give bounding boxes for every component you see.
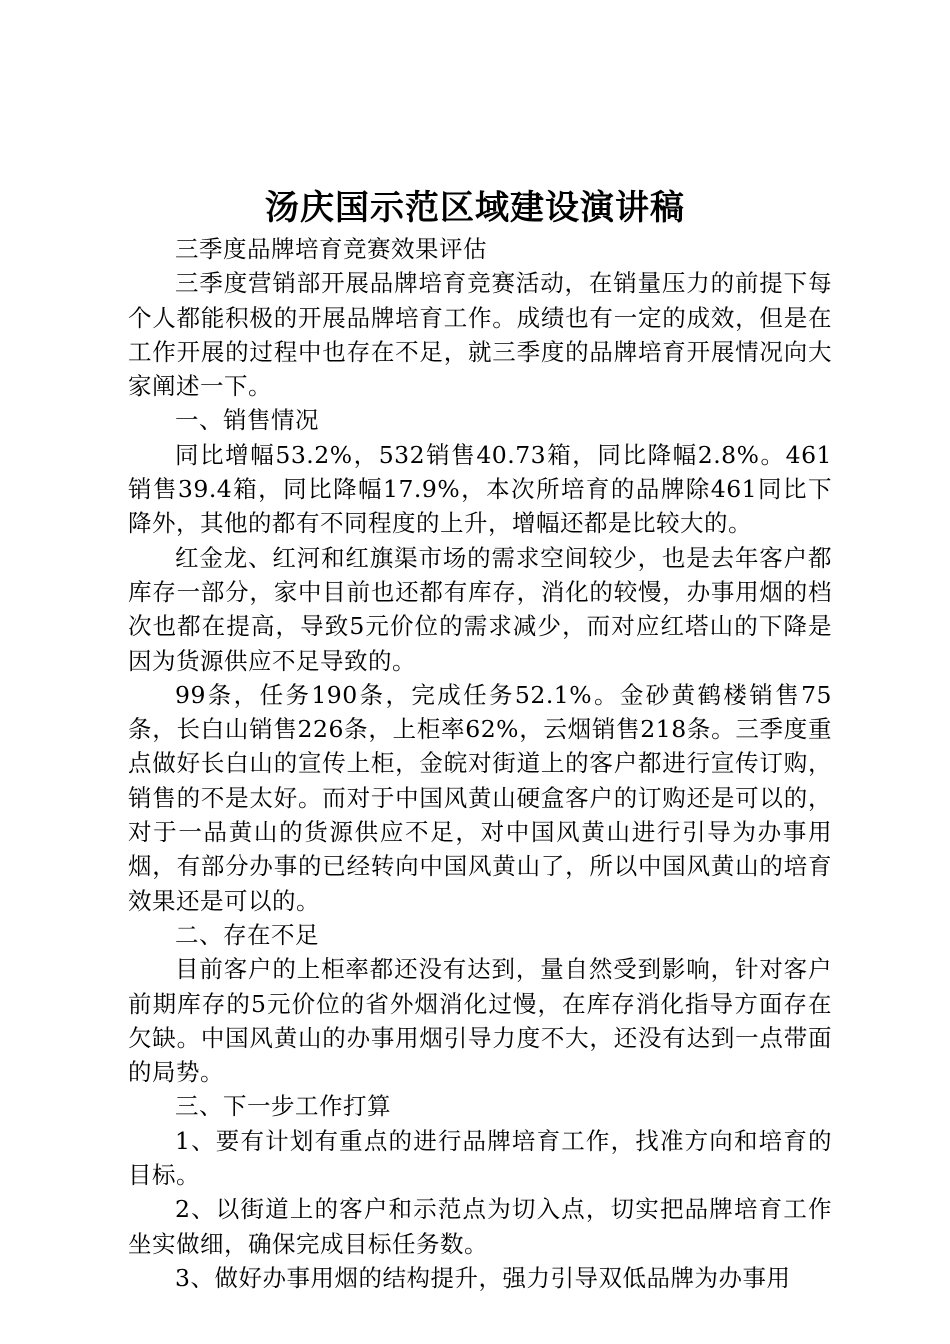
document-body — [128, 232, 832, 1295]
list-item-plan-1: 1、要有计划有重点的进行品牌培育工作，找准方向和培育的目标。 — [128, 1126, 832, 1190]
section-heading-next-steps: 三、下一步工作打算 — [175, 1092, 391, 1121]
paragraph-intro: 三季度营销部开展品牌培育竞赛活动，在销量压力的前提下每个人都能积极的开展品牌培育工作。成绩也有一定的成效，但是在工作开展的过程中也存在不足，就三季度的品牌培育开展情况向大家阐述一下。 — [128, 269, 832, 401]
list-item-plan-2: 2、以街道上的客户和示范点为切入点，切实把品牌培育工作坐实做细，确保完成目标任务数。 — [128, 1195, 832, 1258]
paragraph-shortcomings: 目前客户的上柜率都还没有达到，量自然受到影响，针对客户前期库存的5元价位的省外烟消化过慢，在库存消化指导方面存在欠缺。中国风黄山的办事用烟引导力度不大，还没有达到一点带面的局势。 — [128, 955, 832, 1087]
paragraph-sales-growth: 同比增幅53.2%，532销售40.73箱，同比降幅2.8%。461销售39.4箱，同比降幅17.9%，本次所培育的品牌除461同比下降外，其他的都有不同程度的上升，增幅还都是比较大的。 — [128, 440, 832, 538]
section-heading-shortcomings: 二、存在不足 — [175, 920, 319, 949]
paragraph-subtitle: 三季度品牌培育竞赛效果评估 — [175, 235, 487, 263]
paragraph-market-demand: 红金龙、红河和红旗渠市场的需求空间较少，也是去年客户都库存一部分，家中目前也还都有库存，消化的较慢，办事用烟的档次也都在提高，导致5元价位的需求减少，而对应红塔山的下降是因为货源供应不足导致的。 — [128, 543, 832, 675]
paragraph-task-completion: 99条，任务190条，完成任务52.1%。金砂黄鹤楼销售75条，长白山销售226条，上柜率62%，云烟销售218条。三季度重点做好长白山的宣传上柜，金皖对街道上的客户都进行宣传订购，销售的不是太好。而对于中国风黄山硬盒客户的订购还是可以的，对于一品黄山的货源供应不足，对中国风黄山进行引导为办事用烟，有部分办事的已经转向中国风黄山了，所以中国风黄山的培育效果还是可以的。 — [128, 680, 832, 915]
list-item-plan-3: 3、做好办事用烟的结构提升，强力引导双低品牌为办事用 — [175, 1263, 791, 1292]
document-title: 汤庆国示范区域建设演讲稿 — [265, 188, 685, 228]
section-heading-sales: 一、销售情况 — [175, 406, 319, 435]
